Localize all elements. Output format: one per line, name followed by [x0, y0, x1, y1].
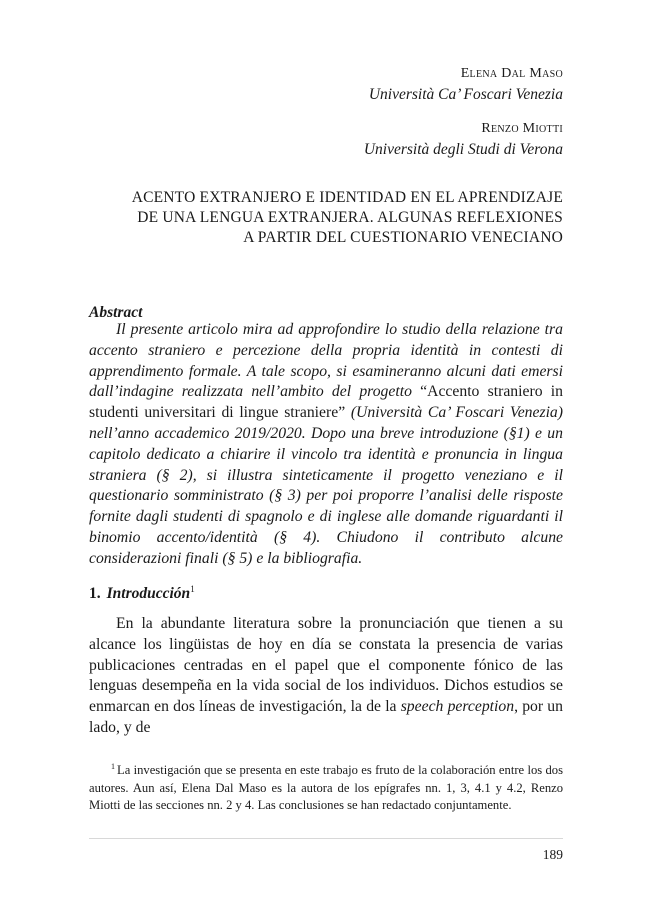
- author-name: Renzo Miotti: [481, 121, 563, 136]
- section-heading: [89, 579, 195, 604]
- author-block: [369, 64, 563, 106]
- project-title-quote: “Accento straniero in studenti universitari di lingue straniere”: [89, 383, 563, 422]
- section-number: 1.: [89, 585, 101, 602]
- abstract-text: [89, 320, 563, 570]
- paper-title: [93, 188, 563, 248]
- page-number: 189: [542, 847, 563, 862]
- footnote-reference[interactable]: 1: [190, 584, 195, 594]
- body-text-part: En la abundante literatura sobre la pronunciación que tienen a su alcance los lingüistas de hoy en día se constata la presencia de varias publicaciones centradas en el papel que el componente fónico de las lenguas desempeña en la vida social de los individuos. Dichos estudios se enmarcan en dos líneas de investigación, la de la: [89, 615, 563, 716]
- abstract-text-part: Il presente articolo mira ad approfondire lo studio della relazione tra accento straniero e percezione della propria identità in contesti di apprendimento formale. A tale scopo, si esamineranno alcuni dati emersi dall’indagine realizzata nell’ambito del progetto: [89, 321, 563, 401]
- title-line: DE UNA LENGUA EXTRANJERA. ALGUNAS REFLEXIONES: [137, 209, 563, 226]
- abstract-text-part: (Università Ca’ Foscari Venezia) nell’anno accademico 2019/2020. Dopo una breve introduzione (§1) e un capitolo dedicato a chiarire il vincolo tra identità e pronuncia in lingua straniera (§ 2), si illustra sinteticamente il progetto veneziano e il questionario somministrato (§ 3) per poi proporre l’analisi delle risposte fornite dagli studenti di spagnolo e di inglese alle domande riguardanti il binomio accento/identità (§ 4). Chiudono il contributo alcune considerazioni finali (§ 5) e la bibliografia.: [89, 404, 563, 567]
- body-paragraph: [89, 614, 563, 739]
- title-line: A PARTIR DEL CUESTIONARIO VENECIANO: [243, 229, 563, 246]
- footer-rule: [89, 838, 563, 839]
- footnote: [89, 758, 563, 815]
- body-text-part: , por un lado, y de: [89, 698, 563, 736]
- body-emphasis: speech perception: [400, 698, 515, 716]
- footnote-text: La investigación que se presenta en este trabajo es fruto de la colaboración entre los dos autores. Aun así, Elena Dal Maso es la autora de los epígrafes nn. 1, 3, 4.1 y 4.2, Renzo Miotti de las secciones nn. 2 y 4. Las conclusiones se han redactado conjuntamente.: [89, 763, 563, 812]
- title-line: ACENTO EXTRANJERO E IDENTIDAD EN EL APRENDIZAJE: [131, 189, 563, 206]
- abstract-heading: Abstract: [89, 304, 143, 321]
- section-title: Introducción: [106, 585, 191, 602]
- footnote-marker: 1: [111, 762, 115, 771]
- author-affiliation: Università Ca’ Foscari Venezia: [368, 86, 563, 103]
- author-block: [364, 119, 563, 161]
- author-affiliation: Università degli Studi di Verona: [363, 141, 563, 158]
- author-name: Elena Dal Maso: [460, 66, 563, 81]
